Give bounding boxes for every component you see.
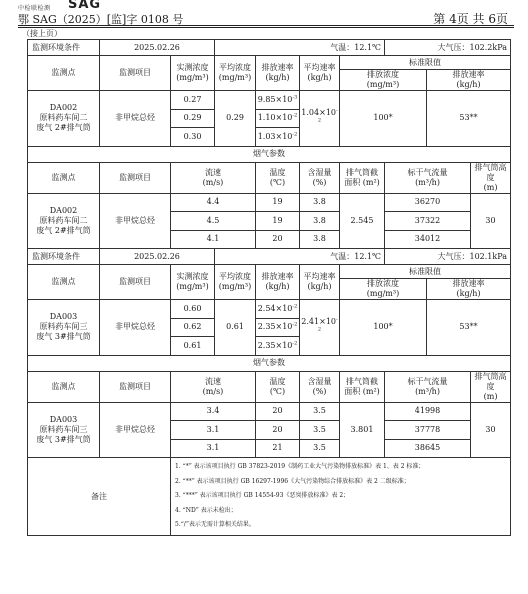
header-limit: 标准限值 — [340, 56, 511, 70]
dry-flow: 38645 — [385, 439, 471, 458]
header-rate: 排放速率 (kg/h) — [256, 56, 300, 91]
emission-rate-exponent: -2 — [292, 112, 298, 119]
emission-rate-mantissa: 1.10×10 — [257, 113, 293, 123]
header-avg-conc: 平均浓度 (mg/m³) — [215, 265, 256, 300]
header-item: 监测项目 — [100, 265, 171, 300]
dry-flow: 34012 — [385, 230, 471, 249]
table-row — [28, 249, 511, 265]
air-pressure: 大气压：102.2kPa — [385, 40, 511, 56]
measured-conc: 0.62 — [171, 318, 215, 337]
table-row — [28, 300, 511, 319]
header-humidity: 含湿量 (%) — [300, 162, 340, 193]
measured-conc: 0.61 — [171, 337, 215, 356]
header-item: 监测项目 — [100, 56, 171, 91]
header-dry-flow: 标干气流量 (m³/h) — [385, 371, 471, 402]
emission-rate-mantissa: 9.85×10 — [257, 94, 293, 104]
emission-rate-mantissa: 2.54×10 — [257, 303, 293, 313]
monitoring-item: 非甲烷总烃 — [100, 193, 171, 249]
table-row — [28, 355, 511, 371]
monitoring-date: 2025.02.26 — [100, 249, 215, 265]
header-temp: 温度 (℃) — [256, 371, 300, 402]
logo-subtitle: 中检联检测 — [18, 5, 51, 12]
air-pressure: 大气压：102.1kPa — [385, 249, 511, 265]
monitoring-point: DA002 原料药车间二 废气 2#排气筒 — [28, 193, 100, 249]
flue-params-title: 烟气参数 — [28, 146, 511, 162]
header-speed: 流速 (m/s) — [171, 162, 256, 193]
emission-rate — [256, 128, 300, 147]
header-limit-conc: 排放浓度 (mg/m³) — [340, 70, 427, 91]
header-height: 排气筒高度 (m) — [471, 371, 511, 402]
average-conc: 0.29 — [215, 91, 256, 147]
logo: SAG — [68, 0, 102, 12]
air-temperature: 气温：12.1℃ — [215, 249, 385, 265]
note-line: 4. “ND” 表示未检出； — [175, 506, 237, 514]
monitoring-date: 2025.02.26 — [100, 40, 215, 56]
remarks-notes — [171, 458, 511, 536]
table-row — [28, 40, 511, 56]
env-label: 监测环境条件 — [28, 249, 100, 265]
note-line: 2. “**” 表示该项目执行 GB 16297-1996《大气污染物综合排放标准》表 2 二级标准； — [175, 477, 410, 485]
header-avg-rate: 平均速率 (kg/h) — [300, 265, 340, 300]
average-rate-exponent: -2 — [317, 316, 338, 333]
header-humidity: 含湿量 (%) — [300, 371, 340, 402]
monitoring-table — [27, 39, 511, 536]
monitoring-item: 非甲烷总烃 — [100, 402, 171, 458]
header-height: 排气筒高度 (m) — [471, 162, 511, 193]
limit-conc: 100* — [340, 300, 427, 356]
flow-speed: 3.4 — [171, 402, 256, 421]
dry-flow: 41998 — [385, 402, 471, 421]
table-row — [28, 265, 511, 279]
header-rule-thin — [18, 27, 514, 28]
env-label: 监测环境条件 — [28, 40, 100, 56]
header-point: 监测点 — [28, 265, 100, 300]
header-area: 排气筒截 面积 (m²) — [340, 162, 385, 193]
table-row — [28, 146, 511, 162]
measured-conc: 0.60 — [171, 300, 215, 319]
emission-rate-mantissa: 2.35×10 — [257, 322, 293, 332]
stack-height: 30 — [471, 193, 511, 249]
table-row — [28, 193, 511, 212]
flue-temp: 19 — [256, 212, 300, 231]
monitoring-point: DA003 原料药车间三 废气 3#排气筒 — [28, 300, 100, 356]
remarks-label: 备注 — [28, 458, 171, 536]
humidity: 3.8 — [300, 193, 340, 212]
emission-rate — [256, 91, 300, 110]
header-conc: 实测浓度 (mg/m³) — [171, 265, 215, 300]
header-avg-rate: 平均速率 (kg/h) — [300, 56, 340, 91]
measured-conc: 0.30 — [171, 128, 215, 147]
average-rate — [300, 300, 340, 356]
flue-temp: 20 — [256, 402, 300, 421]
emission-rate-mantissa: 2.35×10 — [257, 340, 293, 350]
continued-label: （接上页） — [22, 29, 62, 38]
header-point: 监测点 — [28, 56, 100, 91]
dry-flow: 37778 — [385, 421, 471, 440]
humidity: 3.5 — [300, 421, 340, 440]
table-row — [28, 56, 511, 70]
header-avg-conc: 平均浓度 (mg/m³) — [215, 56, 256, 91]
stack-area: 2.545 — [340, 193, 385, 249]
flue-temp: 19 — [256, 193, 300, 212]
header-area: 排气筒截 面积 (m²) — [340, 371, 385, 402]
table-row — [28, 91, 511, 110]
flue-temp: 20 — [256, 230, 300, 249]
humidity: 3.5 — [300, 439, 340, 458]
flow-speed: 3.1 — [171, 421, 256, 440]
emission-rate-exponent: -2 — [292, 131, 298, 138]
header-temp: 温度 (℃) — [256, 162, 300, 193]
emission-rate — [256, 318, 300, 337]
header-limit-rate: 排放速率 (kg/h) — [427, 70, 511, 91]
flue-params-title: 烟气参数 — [28, 355, 511, 371]
header-rate: 排放速率 (kg/h) — [256, 265, 300, 300]
measured-conc: 0.29 — [171, 109, 215, 128]
remarks-row — [28, 458, 511, 536]
average-rate-mantissa: 1.04×10 — [301, 108, 336, 118]
monitoring-item: 非甲烷总烃 — [100, 91, 171, 147]
header-point: 监测点 — [28, 162, 100, 193]
document-number: 鄂 SAG（2025）[监]字 0108 号 — [18, 13, 184, 26]
humidity: 3.5 — [300, 402, 340, 421]
humidity: 3.8 — [300, 230, 340, 249]
page-number: 第 4页 共 6页 — [433, 12, 508, 26]
header-limit: 标准限值 — [340, 265, 511, 279]
emission-rate-mantissa: 1.03×10 — [257, 131, 293, 141]
humidity: 3.8 — [300, 212, 340, 231]
table-row — [28, 371, 511, 402]
emission-rate — [256, 337, 300, 356]
header-item: 监测项目 — [100, 371, 171, 402]
limit-rate: 53** — [427, 300, 511, 356]
stack-height: 30 — [471, 402, 511, 458]
dry-flow: 37322 — [385, 212, 471, 231]
monitoring-item: 非甲烷总烃 — [100, 300, 171, 356]
average-rate-mantissa: 2.41×10 — [301, 317, 336, 327]
monitoring-point: DA003 原料药车间三 废气 3#排气筒 — [28, 402, 100, 458]
page-header — [0, 0, 528, 36]
air-temperature: 气温：12.1℃ — [215, 40, 385, 56]
flue-temp: 20 — [256, 421, 300, 440]
header-rule — [18, 25, 514, 26]
header-speed: 流速 (m/s) — [171, 371, 256, 402]
limit-rate: 53** — [427, 91, 511, 147]
header-limit-rate: 排放速率 (kg/h) — [427, 279, 511, 300]
emission-rate-exponent: -2 — [292, 321, 298, 328]
header-point: 监测点 — [28, 371, 100, 402]
emission-rate — [256, 109, 300, 128]
table-row — [28, 402, 511, 421]
measured-conc: 0.27 — [171, 91, 215, 110]
header-item: 监测项目 — [100, 162, 171, 193]
header-dry-flow: 标干气流量 (m³/h) — [385, 162, 471, 193]
flow-speed: 4.4 — [171, 193, 256, 212]
table-row — [28, 162, 511, 193]
limit-conc: 100* — [340, 91, 427, 147]
flow-speed: 4.1 — [171, 230, 256, 249]
emission-rate-exponent: -2 — [292, 340, 298, 347]
emission-rate-exponent: -3 — [292, 94, 298, 101]
header-conc: 实测浓度 (mg/m³) — [171, 56, 215, 91]
monitoring-point: DA002 原料药车间二 废气 2#排气筒 — [28, 91, 100, 147]
average-conc: 0.61 — [215, 300, 256, 356]
stack-area: 3.801 — [340, 402, 385, 458]
average-rate — [300, 91, 340, 147]
average-rate-exponent: -2 — [317, 107, 338, 124]
emission-rate — [256, 300, 300, 319]
flow-speed: 4.5 — [171, 212, 256, 231]
emission-rate-exponent: -2 — [292, 303, 298, 310]
header-limit-conc: 排放浓度 (mg/m³) — [340, 279, 427, 300]
note-line: 5.“/”表示无需计算相关结果。 — [175, 521, 255, 529]
flow-speed: 3.1 — [171, 439, 256, 458]
note-line: 1. “*” 表示该项目执行 GB 37823-2019《制药工业大气污染物排放标准》表 1、表 2 标准； — [175, 463, 425, 471]
dry-flow: 36270 — [385, 193, 471, 212]
note-line: 3. “***” 表示该项目执行 GB 14554-93《恶臭排放标准》表 2； — [175, 492, 350, 500]
flue-temp: 21 — [256, 439, 300, 458]
